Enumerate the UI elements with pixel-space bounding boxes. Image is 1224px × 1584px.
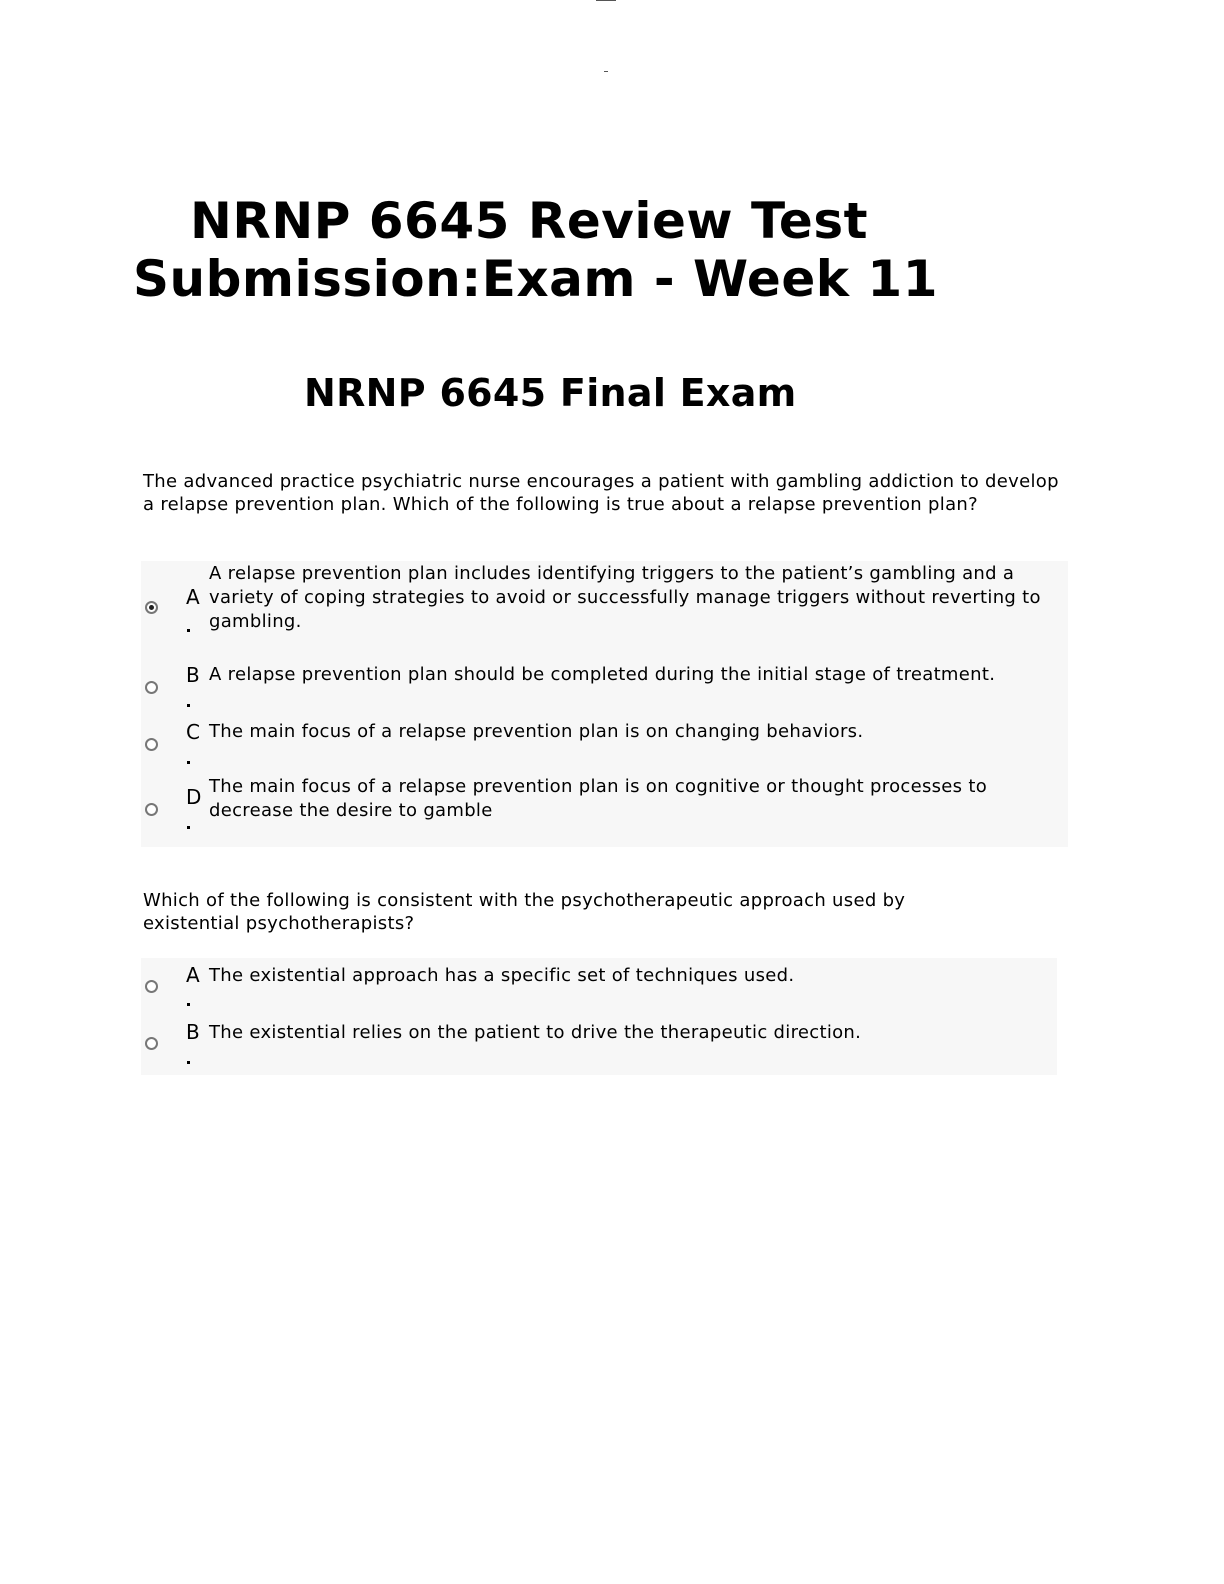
answer-letter: C	[186, 720, 200, 744]
answer-option-b[interactable]	[141, 661, 1068, 715]
answer-letter-period	[187, 761, 190, 764]
answer-letter: A	[186, 963, 200, 987]
header-mark-small	[604, 71, 608, 72]
answer-letter-period	[187, 629, 190, 632]
answer-letter: A	[186, 585, 200, 609]
answer-text: A relapse prevention plan includes identifying triggers to the patient’s gambling and a variety of coping strategies to avoid or successfully manage triggers without reverting to gambling.	[209, 563, 1041, 632]
answer-option-d[interactable]	[141, 774, 1068, 836]
answer-letter-period	[187, 826, 190, 829]
radio-button[interactable]	[145, 980, 158, 993]
answer-text: The main focus of a relapse prevention plan is on cognitive or thought processes to decrease the desire to gamble	[209, 776, 988, 821]
radio-button[interactable]	[145, 738, 158, 751]
question-1-answers	[141, 561, 1068, 847]
answer-text: The existential relies on the patient to drive the therapeutic direction.	[209, 1022, 862, 1043]
page-title-line-2: Submission:Exam - Week 11	[133, 250, 938, 308]
radio-button[interactable]	[145, 1037, 158, 1050]
answer-letter-period	[187, 1003, 190, 1006]
answer-option-a[interactable]	[141, 958, 1057, 1012]
answer-text: The main focus of a relapse prevention plan is on changing behaviors.	[209, 721, 864, 742]
answer-letter: B	[186, 663, 200, 687]
answer-letter-period	[187, 1061, 190, 1064]
answer-letter: B	[186, 1020, 200, 1044]
answer-text: A relapse prevention plan should be completed during the initial stage of treatment.	[209, 664, 996, 685]
answer-option-c[interactable]	[141, 718, 1068, 772]
radio-button[interactable]	[145, 681, 158, 694]
header-mark	[596, 0, 616, 1]
exam-subtitle: NRNP 6645 Final Exam	[304, 371, 797, 415]
answer-option-a[interactable]	[141, 561, 1068, 645]
radio-button[interactable]	[145, 803, 158, 816]
question-2-answers	[141, 958, 1057, 1075]
radio-button-selected[interactable]	[145, 601, 158, 614]
answer-letter-period	[187, 704, 190, 707]
question-2-text: Which of the following is consistent with the psychotherapeutic approach used by existential psychotherapists?	[143, 890, 906, 934]
page-title-line-1: NRNP 6645 Review Test	[190, 192, 869, 250]
page-title	[133, 192, 973, 308]
answer-letter: D	[186, 785, 202, 809]
answer-option-b[interactable]	[141, 1015, 1057, 1069]
answer-text: The existential approach has a specific set of techniques used.	[209, 965, 795, 986]
question-1-text: The advanced practice psychiatric nurse encourages a patient with gambling addiction to develop a relapse prevention plan. Which of the following is true about a relapse prevention plan?	[143, 471, 1059, 515]
